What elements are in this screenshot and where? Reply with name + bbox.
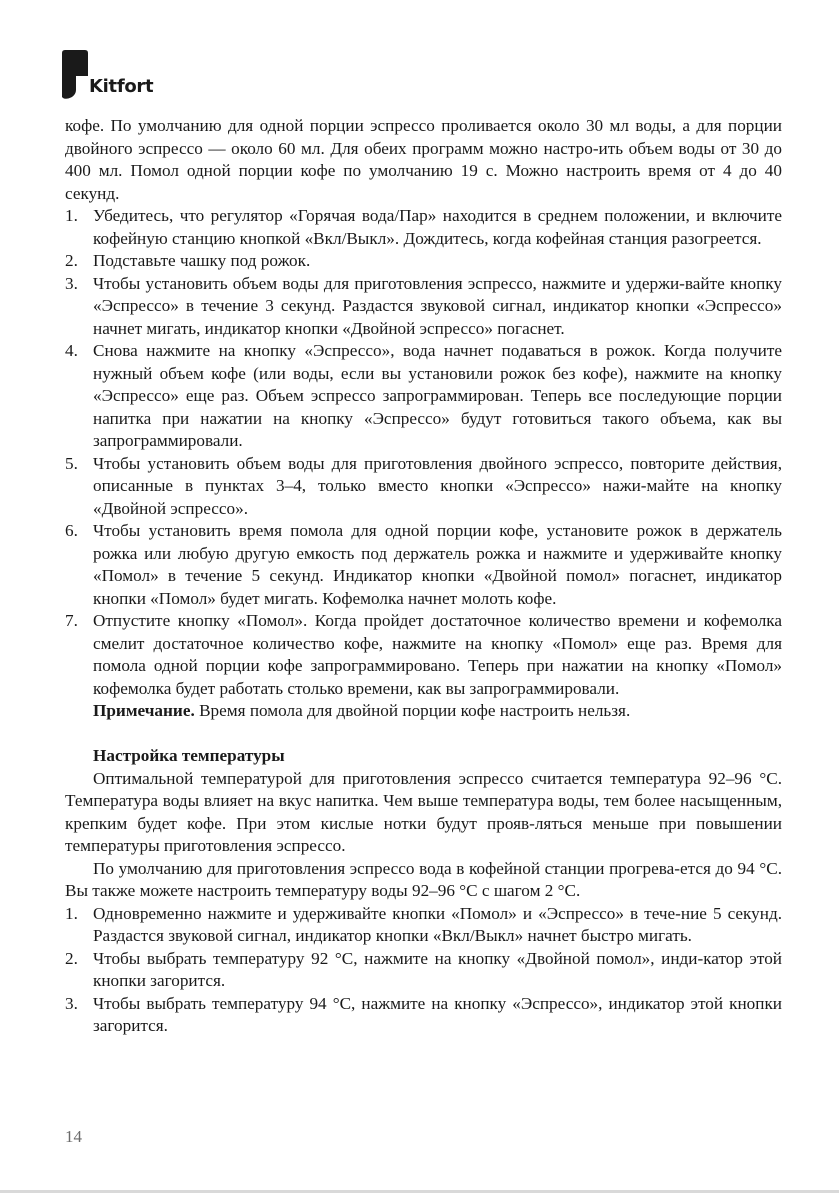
list-item-number: 1. [65,903,78,923]
brand-name: Kitfort [89,76,154,97]
list-item-text: Чтобы установить время помола для одной порции кофе, установите рожок в держатель рожка или любую другую емкость под держатель рожка и нажмите и удерживайте кнопку «Помол» в течение 5 секунд. Индикатор кнопки «Двойной помол» погаснет, индикатор кнопки «Помол» будет мигать. Кофемолка начнет молоть кофе. [93,521,782,608]
list-item-text: Чтобы выбрать температуру 92 °C, нажмите на кнопку «Двойной помол», инди-катор этой кнопки загорится. [93,948,782,990]
list-item-text: Убедитесь, что регулятор «Горячая вода/Пар» находится в среднем положении, и включите кофейную станцию кнопкой «Вкл/Выкл». Дождитесь, когда кофейная станция разогреется. [93,206,782,248]
list-item [65,340,782,453]
list-item-text: Одновременно нажмите и удерживайте кнопки «Помол» и «Эспрессо» в тече-ние 5 секунд. Раздастся звуковой сигнал, индикатор кнопки «Вкл/Выкл» начнет быстро мигать. [93,903,782,945]
section-heading: Настройка температуры [93,746,285,765]
list-item-number: 6. [65,521,78,540]
list-item [65,903,782,948]
kitfort-logo-icon [62,50,88,100]
list-item-number: 2. [65,948,78,968]
section-paragraph: По умолчанию для приготовления эспрессо вода в кофейной станции прогрева-ется до 94 °C. Вы также можете настроить температуру воды 92–96 °C с шагом 2 °C. [65,858,782,900]
brand-logo [62,50,172,102]
list-item-text: Снова нажмите на кнопку «Эспрессо», вода начнет подаваться в рожок. Когда получите нужный объем кофе (или воды, если вы установили рожок без кофе), нажмите на кнопку «Эспрессо» еще раз. Объем эспрессо запрограммирован. Теперь все последующие порции напитка при нажатии на кнопку «Эспрессо» будут готовиться такого объема, как вы запрограммировали. [93,341,782,450]
page-content [65,115,782,1038]
list-item-text: Подставьте чашку под рожок. [93,251,311,270]
list-item-number: 2. [65,251,78,270]
list-item-number: 1. [65,206,78,225]
list-item [65,205,782,250]
list-item [65,993,782,1038]
note-text: Время помола для двойной порции кофе настроить нельзя. [194,701,631,720]
list-item-text: Чтобы установить объем воды для приготовления эспрессо, нажмите и удержи-вайте кнопку «Эспрессо» в течение 3 секунд. Раздастся звуковой сигнал, индикатор кнопки «Эспрессо» начнет мигать, индикатор кнопки «Двойной эспрессо» погаснет. [93,273,782,338]
list-item [65,520,782,610]
programming-steps-list [65,205,782,700]
list-item-number: 7. [65,611,78,630]
list-item-number: 3. [65,993,78,1013]
list-item [65,273,782,341]
list-item-text: Чтобы установить объем воды для приготовления двойного эспрессо, повторите действия, описанные в пунктах 3–4, только вместо кнопки «Эспрессо» нажи-майте на кнопку «Двойной эспрессо». [93,453,782,518]
note [65,700,782,723]
list-item-text: Отпустите кнопку «Помол». Когда пройдет достаточное количество времени и кофемолка смелит достаточное количество кофе, нажмите на кнопку «Помол» еще раз. Время для помола одной порции кофе запрограммировано. Теперь при нажатии на кнопку «Помол» кофемолка будет работать столько времени, как вы запрограммировали. [93,611,782,698]
note-label: Примечание. [93,701,195,720]
list-item-number: 4. [65,341,78,360]
page-number: 14 [65,1127,82,1146]
intro-paragraph: кофе. По умолчанию для одной порции эспрессо проливается около 30 мл воды, а для порции двойного эспрессо — около 60 мл. Для обеих программ можно настро-ить объем воды от 30 до 400 мл. Помол одной порции кофе по умолчанию 19 с. Можно настроить время от 4 до 40 секунд. [65,116,782,203]
temperature-steps-list [65,903,782,1038]
list-item [65,610,782,700]
list-item-number: 3. [65,273,78,293]
list-item-text: Чтобы выбрать температуру 94 °C, нажмите на кнопку «Эспрессо», индикатор этой кнопки загорится. [93,993,782,1035]
list-item [65,453,782,521]
list-item [65,948,782,993]
list-item-number: 5. [65,453,78,473]
list-item [65,250,782,273]
section-paragraph: Оптимальной температурой для приготовления эспрессо считается температура 92–96 °C. Температура воды влияет на вкус напитка. Чем выше температура воды, тем более насыщенным, крепким будет кофе. При этом кислые нотки будут прояв-ляться меньше при повышении температуры приготовления эспрессо. [65,768,782,855]
